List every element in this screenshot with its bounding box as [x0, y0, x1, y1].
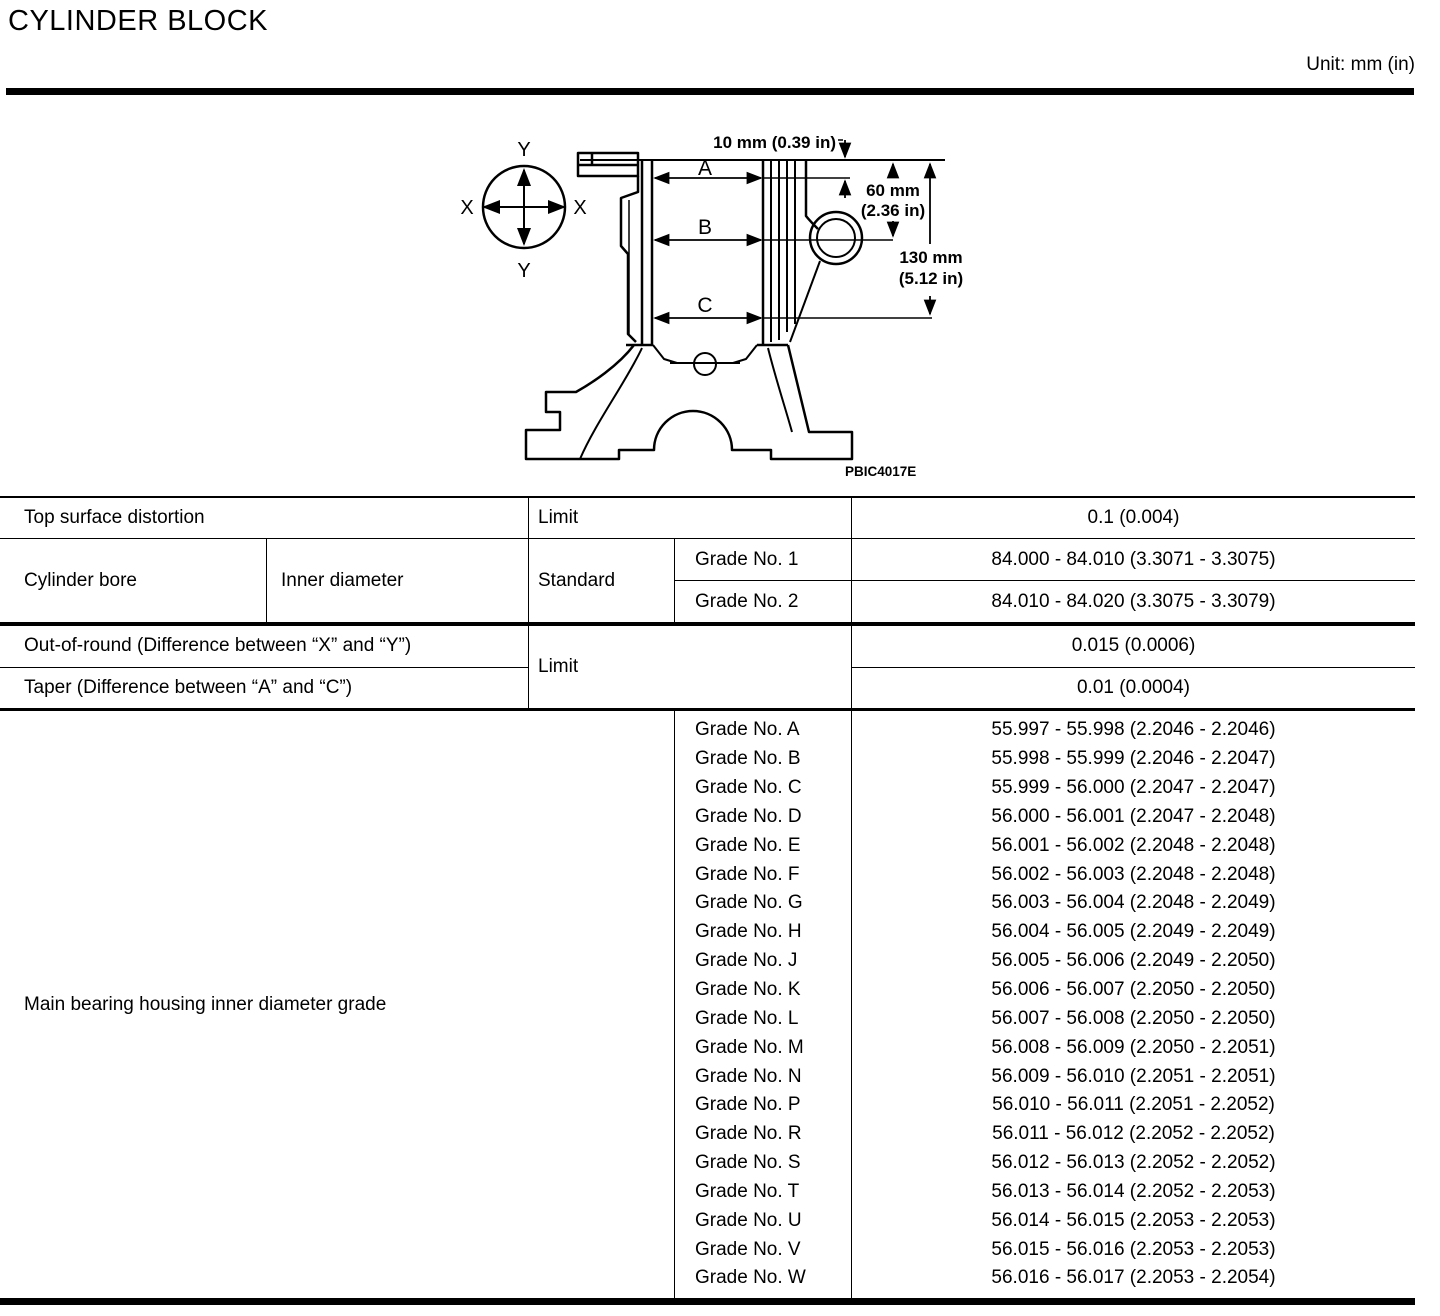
grade-value: 84.000 - 84.010 (3.3071 - 3.3075) — [991, 548, 1276, 570]
spec-value: 0.01 (0.0004) — [1076, 676, 1191, 698]
bore-crosshair-icon — [483, 166, 565, 248]
grade-value: 56.015 - 56.016 (2.2053 - 2.2053) — [991, 1238, 1276, 1260]
axis-label-y-top: Y — [517, 139, 531, 161]
grade-label: Grade No. H — [695, 921, 802, 943]
grade-label: Grade No. R — [695, 1123, 802, 1145]
grade-label: Grade No. S — [695, 1152, 801, 1174]
item-label: Out-of-round (Difference between “X” and “Y”) — [24, 635, 412, 657]
header-rule — [6, 88, 1414, 95]
grade-label: Grade No. M — [695, 1036, 804, 1058]
spec-type-label: Limit — [529, 626, 852, 708]
grade-row — [675, 580, 1415, 622]
grade-label: Grade No. T — [695, 1180, 800, 1202]
grade-value: 56.002 - 56.003 (2.2048 - 2.2048) — [991, 863, 1276, 885]
grade-label: Grade No. B — [695, 748, 801, 770]
grade-value-list — [852, 711, 1415, 1298]
spec-value: 0.1 (0.004) — [1087, 507, 1180, 528]
measure-label-c: C — [697, 294, 713, 317]
spec-type-label: Standard — [529, 539, 675, 622]
grade-value: 56.009 - 56.010 (2.2051 - 2.2051) — [991, 1065, 1276, 1087]
section-measure-labels — [692, 157, 718, 317]
grade-value: 56.008 - 56.009 (2.2050 - 2.2051) — [991, 1036, 1276, 1058]
grade-label: Grade No. E — [695, 834, 801, 856]
grade-value: 55.999 - 56.000 (2.2047 - 2.2047) — [991, 777, 1276, 799]
dim-bottom-in-label: (5.12 in) — [898, 269, 964, 288]
grade-label: Grade No. 2 — [675, 581, 852, 622]
grade-label: Grade No. N — [695, 1065, 802, 1087]
grade-label: Grade No. W — [695, 1267, 806, 1289]
grade-value: 56.014 - 56.015 (2.2053 - 2.2053) — [991, 1209, 1276, 1231]
grade-label: Grade No. J — [695, 950, 798, 972]
grade-row — [675, 539, 1415, 580]
grade-value: 55.998 - 55.999 (2.2046 - 2.2047) — [991, 748, 1276, 770]
grade-label: Grade No. D — [695, 805, 802, 827]
figure-code: PBIC4017E — [845, 464, 917, 479]
row-cylinder-bore — [0, 539, 1415, 626]
grade-label: Grade No. K — [695, 979, 801, 1001]
axis-label-x-right: X — [573, 197, 587, 219]
row-main-bearing-grades — [0, 711, 1415, 1305]
measure-label-b: B — [697, 216, 713, 239]
grade-value: 56.001 - 56.002 (2.2048 - 2.2048) — [991, 834, 1276, 856]
grade-value: 56.011 - 56.012 (2.2052 - 2.2052) — [992, 1123, 1275, 1145]
item-label: Taper (Difference between “A” and “C”) — [24, 676, 353, 698]
grade-value: 56.006 - 56.007 (2.2050 - 2.2050) — [991, 979, 1276, 1001]
axis-label-y-bottom: Y — [517, 260, 531, 282]
unit-label: Unit: mm (in) — [1306, 54, 1415, 75]
grade-value: 56.005 - 56.006 (2.2049 - 2.2050) — [991, 950, 1276, 972]
grade-label: Grade No. A — [695, 719, 800, 741]
grade-value: 56.012 - 56.013 (2.2052 - 2.2052) — [991, 1152, 1276, 1174]
grade-value: 56.000 - 56.001 (2.2047 - 2.2048) — [991, 805, 1276, 827]
grade-label: Grade No. U — [695, 1209, 802, 1231]
grade-label-list — [675, 711, 852, 1298]
axis-label-x-left: X — [460, 197, 474, 219]
grade-value: 84.010 - 84.020 (3.3075 - 3.3079) — [991, 590, 1276, 612]
spec-type-label: Limit — [529, 498, 852, 538]
dim-depth-label: 10 mm (0.39 in) — [713, 133, 836, 152]
grade-value: 56.013 - 56.014 (2.2052 - 2.2053) — [991, 1180, 1276, 1202]
grade-value: 56.007 - 56.008 (2.2050 - 2.2050) — [991, 1007, 1276, 1029]
item-label: Main bearing housing inner diameter grade — [0, 711, 675, 1298]
grade-value: 56.010 - 56.011 (2.2051 - 2.2052) — [992, 1094, 1275, 1116]
dim-mid-in-label: (2.36 in) — [860, 201, 926, 220]
row-top-surface-distortion — [0, 498, 1415, 539]
item-label: Cylinder bore — [0, 539, 267, 622]
grade-label: Grade No. P — [695, 1094, 801, 1116]
dim-bottom-mm-label: 130 mm — [899, 248, 963, 267]
grade-label: Grade No. 1 — [675, 539, 852, 580]
grade-label: Grade No. C — [695, 777, 802, 799]
item-label: Top surface distortion — [0, 498, 529, 538]
grade-value: 56.003 - 56.004 (2.2048 - 2.2049) — [991, 892, 1276, 914]
grade-value: 56.004 - 56.005 (2.2049 - 2.2049) — [991, 921, 1276, 943]
grade-label: Grade No. L — [695, 1007, 799, 1029]
dim-mid-mm-label: 60 mm — [866, 181, 920, 200]
measure-label-a: A — [697, 157, 713, 180]
grade-label: Grade No. V — [695, 1238, 801, 1260]
cylinder-block-diagram — [430, 120, 990, 490]
grade-value: 56.016 - 56.017 (2.2053 - 2.2054) — [991, 1267, 1276, 1289]
grade-value: 55.997 - 55.998 (2.2046 - 2.2046) — [991, 719, 1276, 741]
spec-table — [0, 496, 1415, 1305]
spec-value: 0.015 (0.0006) — [1071, 635, 1196, 657]
item-sublabel: Inner diameter — [267, 539, 529, 622]
grade-label: Grade No. F — [695, 863, 800, 885]
row-roundness-taper — [0, 626, 1415, 711]
page-title: CYLINDER BLOCK — [8, 5, 269, 37]
grade-label: Grade No. G — [695, 892, 803, 914]
